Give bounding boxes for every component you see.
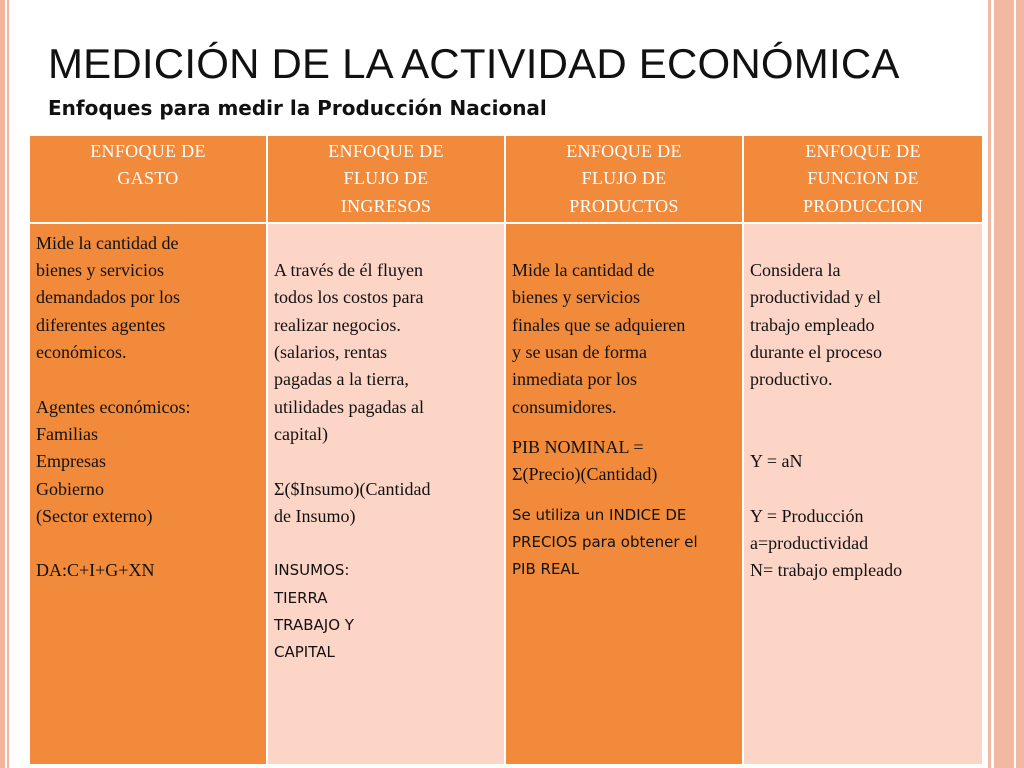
list-item: Familias xyxy=(36,423,98,444)
header-flujo-ingresos: ENFOQUE DE FLUJO DE INGRESOS xyxy=(267,135,505,223)
ingresos-description: A través de él fluyen todos los costos para realizar negocios. (salarios, rentas pagadas a la tierra, utilidades pagadas al capital) xyxy=(274,260,424,444)
produccion-description: Considera la productividad y el trabajo empleado durante el proceso productivo. xyxy=(750,260,882,390)
list-item: Gobierno xyxy=(36,478,104,499)
produccion-legend: Y = Producción a=productividad N= trabajo empleado xyxy=(750,505,903,581)
slide-subtitle: Enfoques para medir la Producción Nacional xyxy=(48,96,547,120)
cell-gasto xyxy=(29,223,267,765)
table-header-row xyxy=(29,135,983,223)
slide-title: MEDICIÓN DE LA ACTIVIDAD ECONÓMICA xyxy=(48,40,900,87)
ingresos-inputs-label: INSUMOS: xyxy=(274,561,350,580)
list-item: TIERRA xyxy=(274,588,328,607)
cell-flujo-productos xyxy=(505,223,743,765)
list-item: TRABAJO Y xyxy=(274,616,354,635)
header-gasto: ENFOQUE DE GASTO xyxy=(29,135,267,223)
productos-formula: PIB NOMINAL = Σ(Precio)(Cantidad) xyxy=(512,436,658,485)
left-frame-stripe xyxy=(0,0,9,768)
list-item: Empresas xyxy=(36,451,106,472)
list-item: CAPITAL xyxy=(274,643,335,662)
list-item: (Sector externo) xyxy=(36,505,153,526)
gasto-formula: DA:C+I+G+XN xyxy=(36,560,155,581)
ingresos-formula: Σ($Insumo)(Cantidad de Insumo) xyxy=(274,478,431,526)
approaches-table xyxy=(28,134,984,766)
cell-funcion-produccion xyxy=(743,223,983,765)
productos-description: Mide la cantidad de bienes y servicios finales que se adquieren y se usan de forma inmediata por los consumidores. xyxy=(512,260,686,417)
produccion-formula: Y = aN xyxy=(750,451,803,472)
right-frame-stripes xyxy=(984,0,1024,768)
gasto-agents-label: Agentes económicos: xyxy=(36,396,191,417)
header-funcion-produccion: ENFOQUE DE FUNCION DE PRODUCCION xyxy=(743,135,983,223)
header-flujo-productos: ENFOQUE DE FLUJO DE PRODUCTOS xyxy=(505,135,743,223)
gasto-description: Mide la cantidad de bienes y servicios demandados por los diferentes agentes económicos. xyxy=(36,232,180,363)
table-body-row xyxy=(29,223,983,765)
productos-note: Se utiliza un INDICE DE PRECIOS para obtener el PIB REAL xyxy=(512,505,698,579)
cell-flujo-ingresos xyxy=(267,223,505,765)
